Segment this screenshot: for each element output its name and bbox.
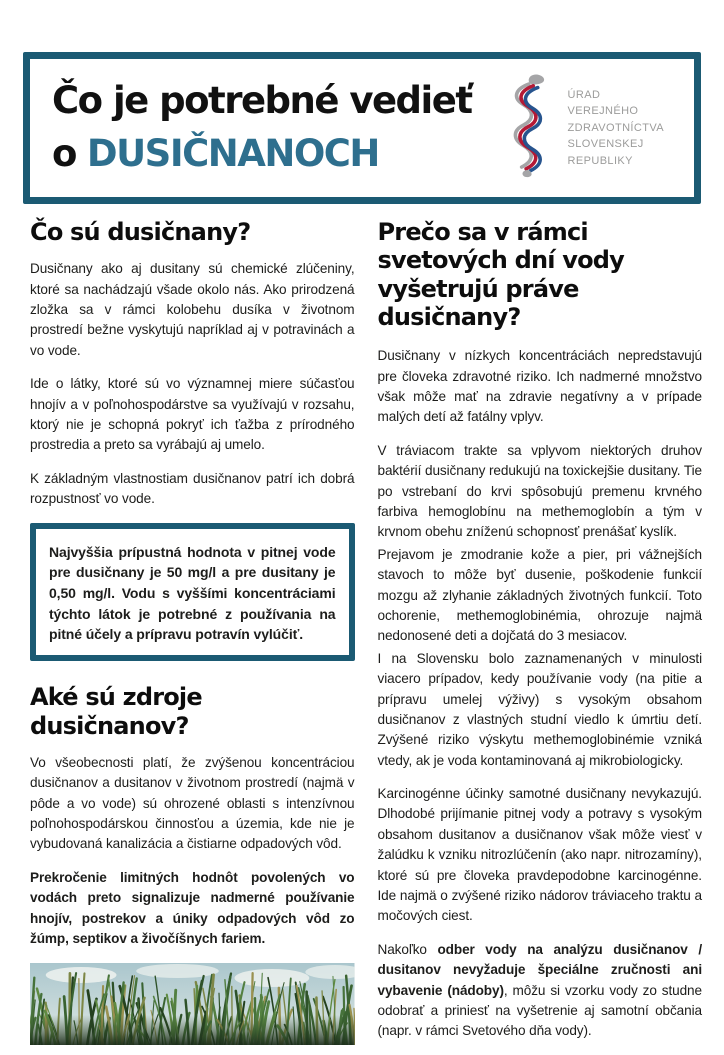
org-name-line: ÚRAD bbox=[567, 88, 601, 101]
final-paragraph-post: , môžu si vzorku vody zo studne odobrať a priniesť na vyšetrenie aj samotní občania (napr. v rámci Svetového dňa vody). bbox=[377, 982, 702, 1039]
org-name bbox=[568, 87, 664, 170]
left-column bbox=[30, 218, 355, 1055]
right-column bbox=[378, 218, 703, 1055]
paragraph: Ide o látky, ktoré sú vo významnej miere súčasťou hnojív a v poľnohospodárstve sa využívajú v rozsahu, ktorý nie je schopná pokryť ich ťažba z prírodného prostredia a preto sa vyrábajú aj umelo. bbox=[30, 376, 355, 453]
paragraph: Karcinogénne účinky samotné dusičnany nevykazujú. Dlhodobé prijímanie pitnej vody a potravy s vysokým obsahom dusitanov a dusičnanov však môže viesť v žalúdku k vzniku nitrozlúčenín (ako napr. nitrozamíny), ktoré sú pre človeka pravdepodobne karcinogénne. Ide najmä o zvýšené riziko nádorov tráviaceho traktu a močových ciest. bbox=[377, 786, 702, 924]
page-title-line2-prefix: o bbox=[52, 132, 76, 175]
paragraph: V tráviacom trakte sa vplyvom niektorých druhov baktérií dusičnany redukujú na toxickejšie dusitany. Tie po vstrebaní do krvi spôsobujú premenu krvného farbiva hemoglobínu na methemoglobín a tým v krvnom obehu zníženú schopnosť prenášať kyslík. bbox=[377, 442, 702, 540]
paragraph-bold: Prekročenie limitných hodnôt povolených vo vodách preto signalizuje nadmerné používanie hnojív, postrekov a úniky odpadových vôd zo žúmp, septikov a živočíšnych fariem. bbox=[30, 869, 355, 946]
paragraph: K základným vlastnostiam dusičnanov patrí ich dobrá rozpustnosť vo vode. bbox=[30, 470, 355, 507]
content-columns bbox=[30, 218, 702, 1055]
paragraph: Dusičnany v nízkych koncentráciách nepredstavujú pre človeka zdravotné riziko. Ich nadmerné množstvo však môže mať na zdravie negatívny a v prípade malých detí až fatálny vplyv. bbox=[377, 348, 702, 425]
page-title-highlight: DUSIČNANOCH bbox=[86, 132, 379, 175]
final-paragraph-bold: odber vody na analýzu dusičnanov / dusitanov nevyžaduje špeciálne zručnosti ani vybavenie (nádoby) bbox=[377, 941, 703, 998]
final-paragraph-pre: Nakoľko bbox=[377, 941, 438, 957]
page-title-line2 bbox=[52, 128, 472, 181]
paragraph-final bbox=[378, 940, 703, 1042]
uvz-ribbon-icon bbox=[502, 67, 552, 190]
org-name-line: ZDRAVOTNÍCTVA bbox=[567, 121, 664, 134]
page-title-line1: Čo je potrebné vedieť bbox=[52, 79, 472, 123]
paragraph: Dusičnany ako aj dusitany sú chemické zlúčeniny, ktoré sa nachádzajú všade okolo nás. Ako prirodzená zložka sa v rámci kolobehu dusíka v životnom prostredí bežne vyskytujú napríklad aj v potravinách a vo vode. bbox=[30, 261, 355, 358]
paragraph: Vo všeobecnosti platí, že zvýšenou koncentráciou dusičnanov a dusitanov v životnom prostredí (najmä v pôde a vo vode) sú ohrozené oblasti s intenzívnou poľnohospodárskou činnosťou a územia, kde nie je vybudovaná kanalizácia a čistiarne odpadových vôd. bbox=[30, 754, 355, 852]
page-title bbox=[52, 75, 472, 180]
grass-field-photo bbox=[30, 963, 355, 1045]
section-heading-nitrate-sources: Aké sú zdroje dusičnanov? bbox=[30, 683, 202, 740]
header-box bbox=[23, 52, 701, 204]
section-heading-why-tested: Prečo sa v rámci svetových dní vody vyšetrujú práve dusičnany? bbox=[377, 218, 625, 331]
org-logo bbox=[502, 67, 668, 190]
org-name-line: REPUBLIKY bbox=[567, 154, 633, 167]
section-heading-what-are-nitrates: Čo sú dusičnany? bbox=[30, 218, 251, 246]
paragraph: Prejavom je zmodranie kože a pier, pri vážnejších stavoch to môže byť dusenie, poškodenie funkcií mozgu až zlyhanie základných životných funkcií. Toto ochorenie, methemoglobinémia, ohrozuje najmä nedonosené deti a dojčatá do 3 mesiacov. bbox=[377, 546, 702, 644]
paragraph: I na Slovensku bolo zaznamenaných v minulosti viacero prípadov, kedy používanie vody (na pitie a prípravu umelej výživy) s vysokým obsahom dusičnanov z vlastných studní viedlo k úmrtiu detí. Zvýšené riziko výskytu methemoglobinémie vzniká vtedy, ak je voda kontaminovaná aj mikrobiologicky. bbox=[377, 650, 702, 768]
highlight-box-text: Najvyššia prípustná hodnota v pitnej vode pre dusičnany je 50 mg/l a pre dusitany je 0,50 mg/l. Vodu s vyššími koncentráciami týchto látok je potrebné z používania na pitné účely a prípravu potravín vylúčiť. bbox=[49, 543, 336, 643]
org-name-line: SLOVENSKEJ bbox=[567, 138, 644, 151]
org-name-line: VEREJNÉHO bbox=[567, 105, 639, 118]
limit-values-highlight-box bbox=[30, 523, 355, 662]
